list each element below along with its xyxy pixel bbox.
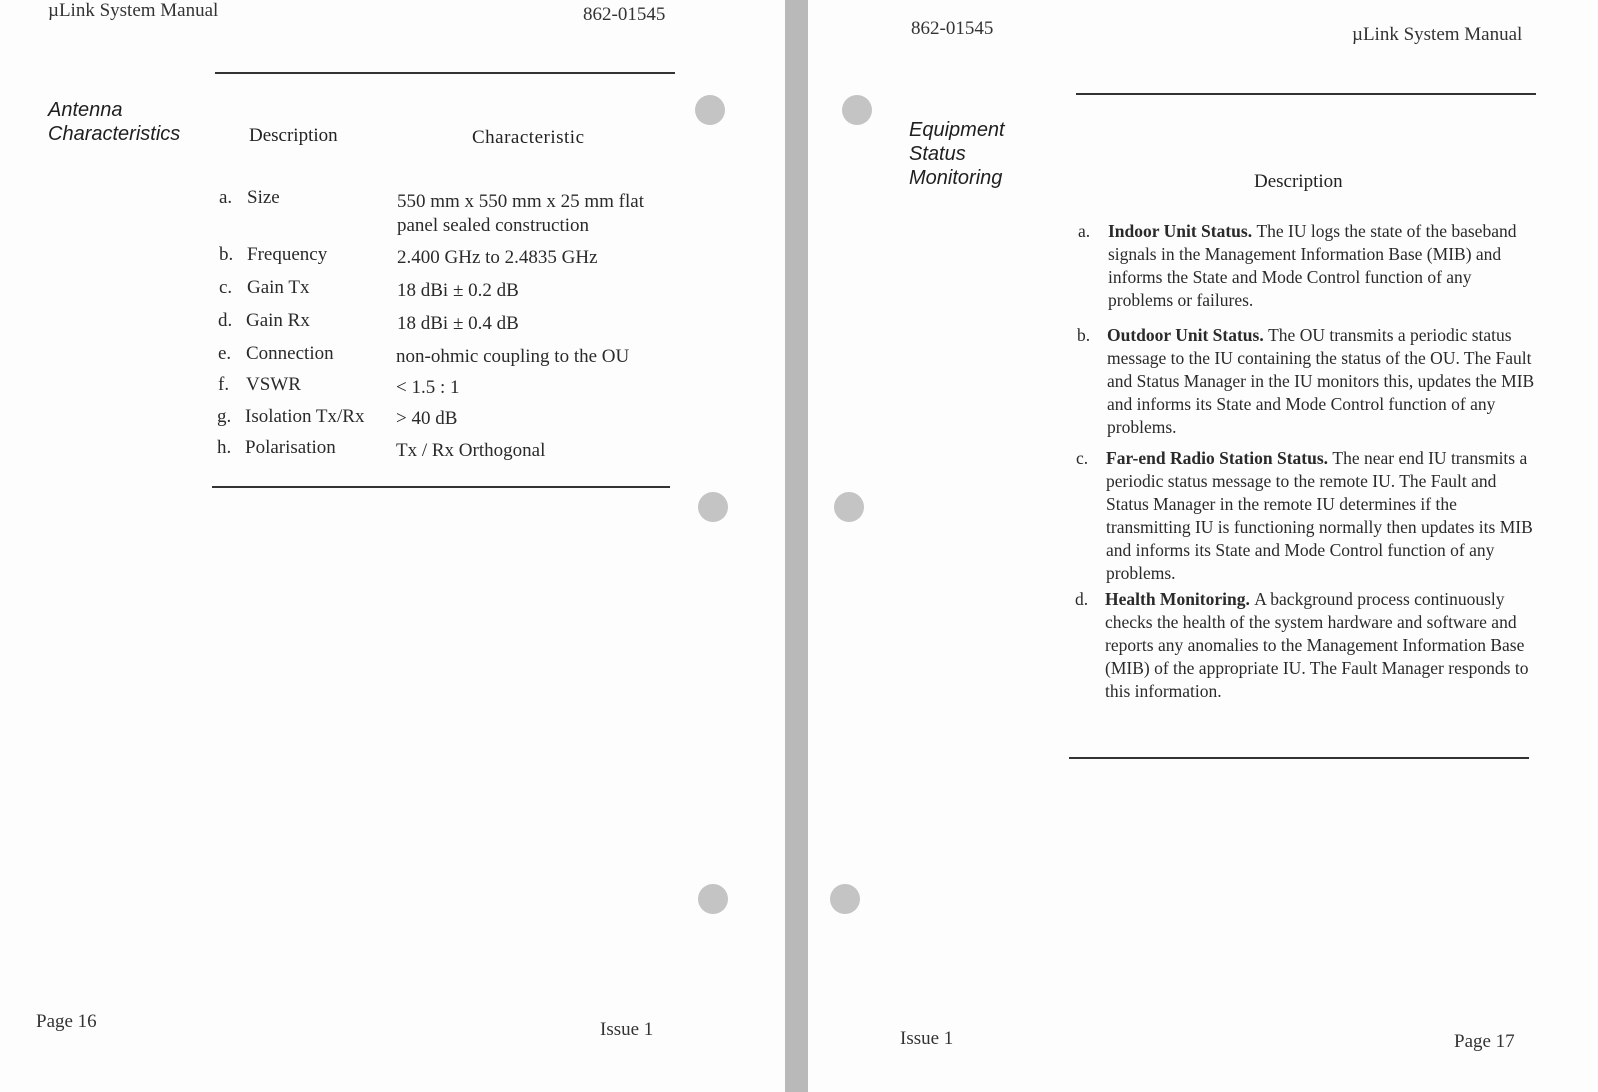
header-manual-title: µLink System Manual [48, 0, 219, 21]
section-title-line3: Monitoring [909, 167, 1003, 189]
row-label: Frequency [247, 244, 328, 265]
section-title [48, 98, 180, 146]
item-heading: Indoor Unit Status. [1108, 221, 1257, 241]
binder-hole [842, 95, 872, 125]
column-header-description: Description [249, 125, 338, 146]
item-letter: d. [1075, 589, 1089, 609]
header-manual-title: µLink System Manual [1352, 24, 1523, 45]
item-letter: a. [1078, 221, 1091, 241]
row-letter: f. [218, 374, 230, 395]
item-letter: c. [1076, 448, 1089, 468]
footer-issue: Issue 1 [900, 1028, 954, 1049]
row-letter: g. [217, 406, 232, 427]
section-title-line2: Characteristics [48, 123, 181, 145]
item-heading: Outdoor Unit Status. [1107, 325, 1269, 345]
list-item [1077, 324, 1537, 439]
row-label: Size [247, 187, 280, 208]
left-page [0, 0, 785, 1092]
row-letter: h. [217, 437, 232, 458]
binder-hole [695, 95, 725, 125]
item-text: The IU logs the state of the baseband signals in the Management Information Base (MIB) and informs the State and Mode Control function of any problems or failures. [1108, 221, 1517, 310]
row-value: < 1.5 : 1 [396, 377, 460, 398]
row-label: Connection [246, 343, 334, 364]
row-letter: b. [219, 244, 234, 265]
column-header-description: Description [1254, 171, 1343, 192]
section-title-line1: Antenna [48, 99, 123, 121]
right-page [808, 0, 1598, 1092]
item-text: The OU transmits a periodic status message to the IU containing the status of the OU. The Fault and Status Manager in the IU monitors this, updates the MIB and informs its State and Mode Control function of any problems. [1107, 325, 1535, 437]
row-value: > 40 dB [396, 408, 458, 429]
book-spine [785, 0, 808, 1092]
list-item [1076, 447, 1536, 585]
binder-hole [830, 884, 860, 914]
section-title-line1: Equipment [909, 119, 1005, 141]
row-value: non-ohmic coupling to the OU [396, 346, 630, 367]
binder-hole [698, 492, 728, 522]
header-doc-number: 862-01545 [583, 4, 666, 25]
header-doc-number: 862-01545 [911, 18, 994, 39]
bottom-rule [212, 486, 670, 488]
bottom-rule [1069, 757, 1529, 759]
top-rule [1076, 93, 1536, 95]
item-heading: Health Monitoring. [1105, 589, 1255, 609]
row-label: VSWR [246, 374, 301, 395]
item-text: The near end IU transmits a periodic status message to the remote IU. The Fault and Status Manager in the remote IU determines if the transmitting IU is functioning normally then updates its MIB and informs its State and Mode Control function of any problems. [1106, 448, 1533, 583]
row-label: Isolation Tx/Rx [245, 406, 365, 427]
row-letter: e. [218, 343, 232, 364]
row-value: 18 dBi ± 0.2 dB [397, 280, 519, 301]
row-letter: d. [218, 310, 233, 331]
list-item [1075, 588, 1535, 703]
row-letter: a. [219, 187, 233, 208]
row-label: Polarisation [245, 437, 336, 458]
row-letter: c. [219, 277, 233, 298]
row-value: 2.400 GHz to 2.4835 GHz [397, 247, 598, 268]
row-value: 550 mm x 550 mm x 25 mm flat panel sealed construction [397, 191, 644, 236]
row-value: Tx / Rx Orthogonal [396, 440, 546, 461]
item-heading: Far-end Radio Station Status. [1106, 448, 1333, 468]
binder-hole [834, 492, 864, 522]
item-letter: b. [1077, 325, 1091, 345]
list-item [1078, 220, 1538, 312]
section-title [909, 118, 1005, 190]
section-title-line2: Status [909, 143, 966, 165]
binder-hole [698, 884, 728, 914]
footer-page-number: Page 16 [36, 1011, 97, 1032]
item-text: A background process continuously checks the health of the system hardware and software and reports any anomalies to the Management Information Base (MIB) of the appropriate IU. The Fault Manager responds to this information. [1105, 589, 1529, 701]
row-label: Gain Rx [246, 310, 310, 331]
footer-page-number: Page 17 [1454, 1031, 1515, 1052]
top-rule [215, 72, 675, 74]
footer-issue: Issue 1 [600, 1019, 654, 1040]
row-value: 18 dBi ± 0.4 dB [397, 313, 519, 334]
column-header-characteristic: Characteristic [472, 127, 585, 148]
row-label: Gain Tx [247, 277, 310, 298]
